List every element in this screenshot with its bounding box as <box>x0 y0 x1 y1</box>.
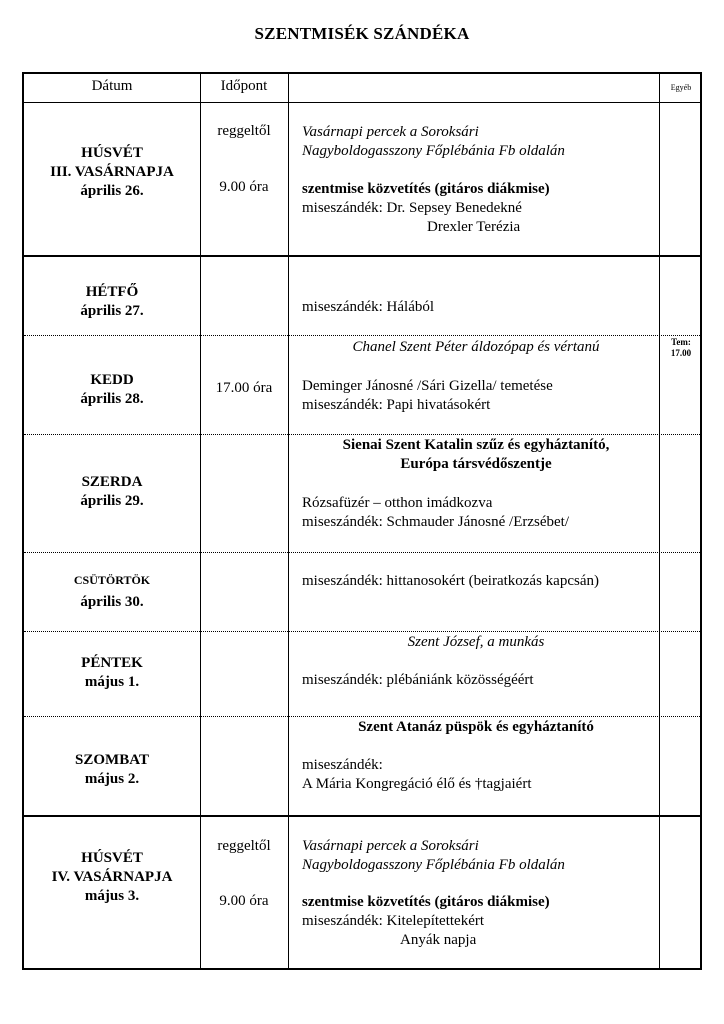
intention-line: miseszándék: hittanosokért (beiratkozás kapcsán) <box>302 573 599 589</box>
row-divider <box>24 255 700 257</box>
feast-line: Szent Atanáz püspök és egyháztanító <box>358 719 594 735</box>
event-line: szentmise közvetítés (gitáros diákmise) <box>302 181 550 197</box>
column-divider <box>288 74 289 968</box>
day-name: KEDD <box>90 372 134 388</box>
event-line: Nagyboldogasszony Főplébánia Fb oldalán <box>302 857 565 873</box>
column-divider <box>659 74 660 968</box>
day-name: SZOMBAT <box>75 752 149 768</box>
intention-line: Anyák napja <box>400 932 477 948</box>
day-name: HÚSVÉT <box>81 145 143 161</box>
time-cell: 17.00 óra <box>215 380 273 396</box>
header-date: Dátum <box>91 78 133 94</box>
event-line: Vasárnapi percek a Soroksári <box>302 838 479 854</box>
page-title: SZENTMISÉK SZÁNDÉKA <box>254 24 470 43</box>
day-cell <box>24 144 200 201</box>
day-name: HÚSVÉT <box>81 850 143 866</box>
intention-line: miseszándék: Kitelepítettekért <box>302 913 485 929</box>
intention-line: miseszándék: Papi hivatásokért <box>302 397 491 413</box>
column-divider <box>200 74 201 968</box>
day-name: HÉTFŐ <box>85 284 139 300</box>
day-date: április 29. <box>80 493 144 509</box>
header-divider <box>24 102 700 103</box>
day-name: III. VASÁRNAPJA <box>50 164 174 180</box>
time-cell: 9.00 óra <box>219 179 269 195</box>
event-line: Vasárnapi percek a Soroksári <box>302 124 479 140</box>
header-time: Időpont <box>220 78 268 94</box>
row-divider <box>24 552 700 553</box>
row-divider <box>24 631 700 632</box>
row-divider <box>24 716 700 717</box>
time-cell: reggeltől <box>217 838 271 854</box>
day-cell <box>24 654 200 692</box>
day-date: május 3. <box>84 888 140 904</box>
intention-line: A Mária Kongregáció élő és †tagjaiért <box>302 776 532 792</box>
feast-line: Szent József, a munkás <box>407 634 545 650</box>
day-cell <box>24 571 200 612</box>
other-note: 17.00 <box>670 348 692 358</box>
intention-line: Deminger Jánosné /Sári Gizella/ temetése <box>302 378 553 394</box>
intention-line: miseszándék: Hálából <box>302 299 435 315</box>
day-cell <box>24 283 200 321</box>
event-line: Rózsafüzér – otthon imádkozva <box>302 495 493 511</box>
day-date: április 26. <box>80 183 144 199</box>
row-divider <box>24 335 700 336</box>
row-divider <box>24 434 700 435</box>
day-name: CSÜTÖRTÖK <box>73 573 151 587</box>
day-date: május 2. <box>84 771 140 787</box>
feast-line: Sienai Szent Katalin szűz és egyháztanító, <box>342 437 610 453</box>
mass-intentions-table <box>22 72 702 970</box>
day-name: IV. VASÁRNAPJA <box>51 869 173 885</box>
day-date: április 27. <box>80 303 144 319</box>
row-divider <box>24 815 700 817</box>
time-cell: reggeltől <box>217 123 271 139</box>
day-date: április 30. <box>80 594 144 610</box>
day-cell <box>24 371 200 409</box>
day-cell <box>24 751 200 789</box>
other-note: Tem: <box>671 337 691 347</box>
event-line: Nagyboldogasszony Főplébánia Fb oldalán <box>302 143 565 159</box>
intention-line: miseszándék: Schmauder Jánosné /Erzsébet/ <box>302 514 569 530</box>
day-date: április 28. <box>80 391 144 407</box>
time-cell: 9.00 óra <box>219 893 269 909</box>
feast-line: Európa társvédőszentje <box>400 456 552 472</box>
intention-line: Drexler Terézia <box>427 219 521 235</box>
header-other: Egyéb <box>670 83 692 92</box>
day-cell <box>24 849 200 906</box>
day-name: PÉNTEK <box>81 655 143 671</box>
intention-line: miseszándék: plébániánk közösségéért <box>302 672 534 688</box>
day-date: május 1. <box>84 674 140 690</box>
intention-line: miseszándék: <box>302 757 383 773</box>
intention-line: miseszándék: Dr. Sepsey Benedekné <box>302 200 522 216</box>
other-cell <box>660 337 702 359</box>
day-name: SZERDA <box>81 474 143 490</box>
feast-line: Chanel Szent Péter áldozópap és vértanú <box>352 339 600 355</box>
event-line: szentmise közvetítés (gitáros diákmise) <box>302 894 550 910</box>
day-cell <box>24 473 200 511</box>
